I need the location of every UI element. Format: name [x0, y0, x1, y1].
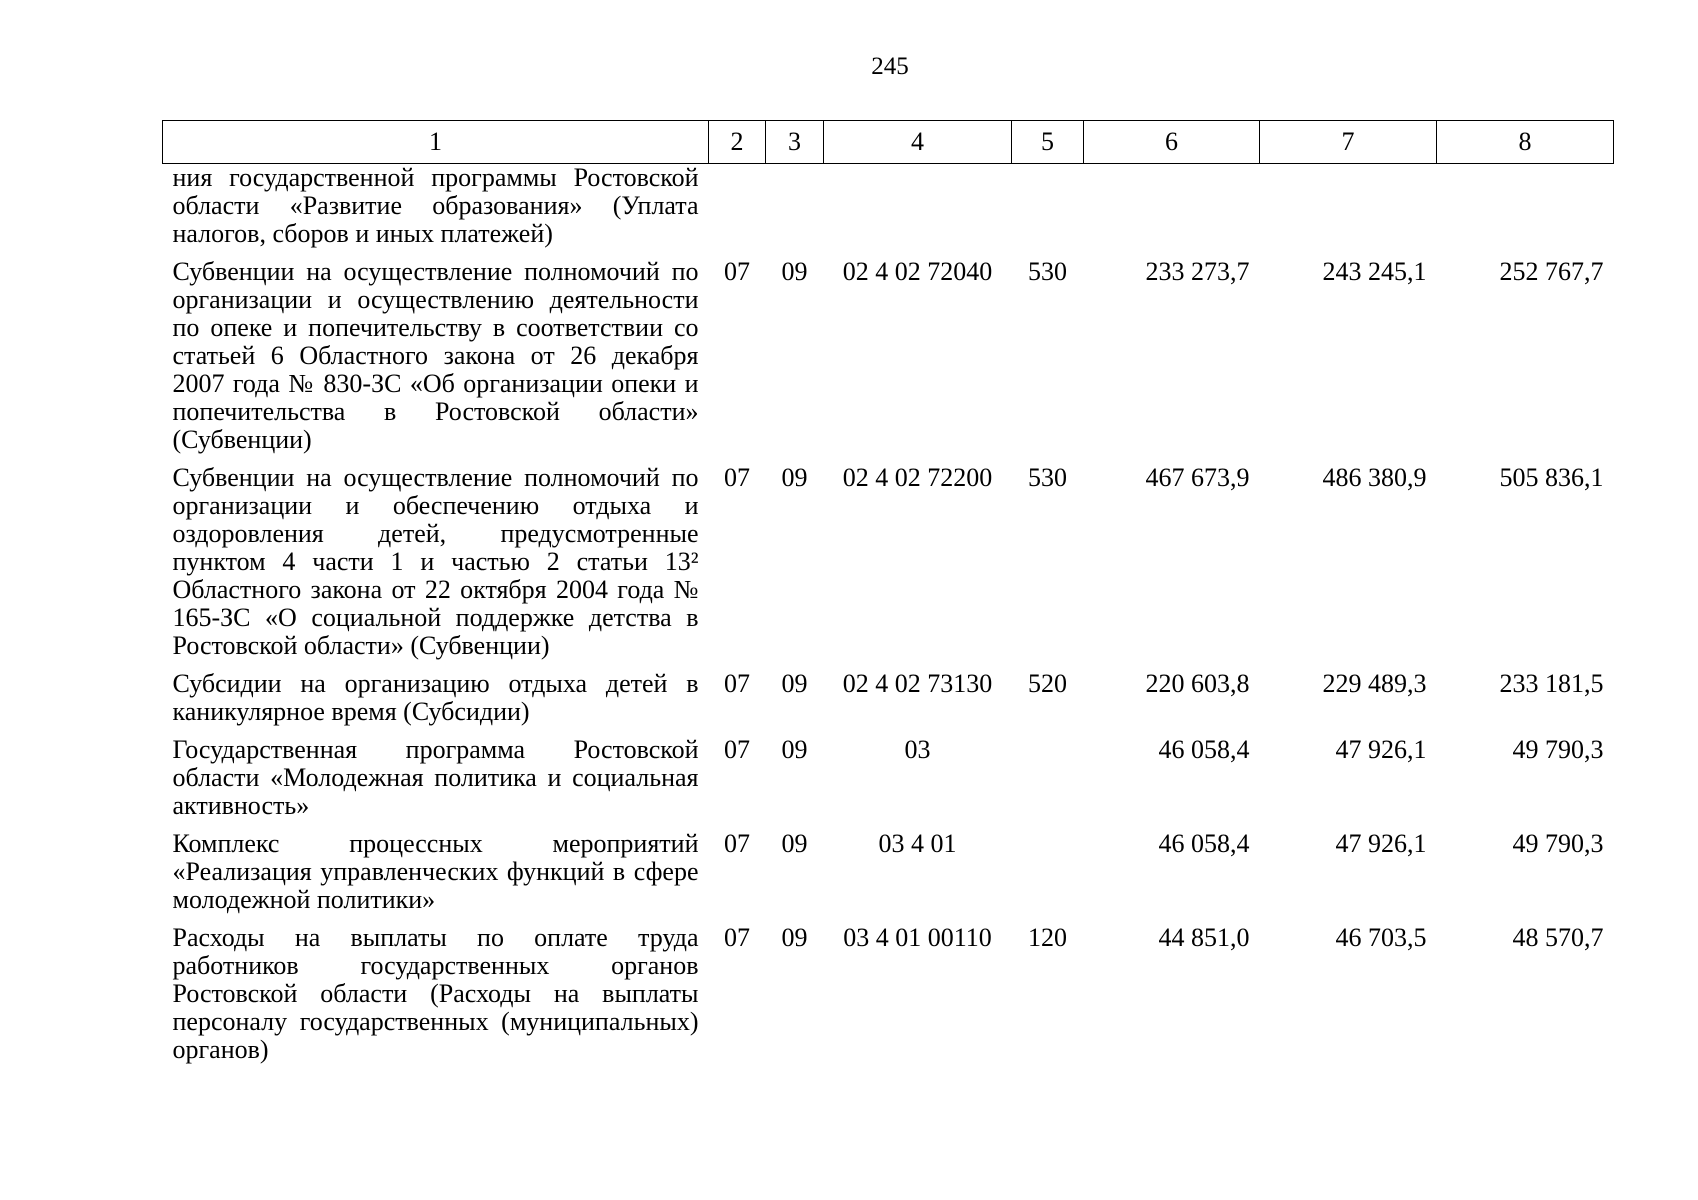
row-target-article: 03 4 01 — [878, 829, 957, 858]
row-amount-col-8 — [1437, 164, 1614, 259]
row-amount-col-8: 505 836,1 — [1499, 463, 1604, 492]
row-subsection-code: 09 — [781, 463, 808, 492]
table-row — [163, 670, 1614, 736]
row-amount-col-7: 47 926,1 — [1335, 735, 1427, 764]
row-subsection-code: 09 — [781, 669, 808, 698]
row-amount-col-6: 46 058,4 — [1158, 735, 1250, 764]
header-col-2: 2 — [709, 121, 766, 164]
row-description: ния государственной программы Ростовской области «Развитие образования» (Уплата налогов, сборов и иных платежей) — [172, 163, 699, 248]
row-target-article: 03 4 01 00110 — [843, 923, 992, 952]
table-row — [163, 464, 1614, 670]
header-col-3: 3 — [766, 121, 824, 164]
row-target-article: 03 — [904, 735, 931, 764]
row-subsection-code: 09 — [781, 923, 808, 952]
row-subsection-code — [766, 164, 824, 259]
row-amount-col-6: 233 273,7 — [1145, 257, 1250, 286]
table-row — [163, 924, 1614, 1074]
row-target-article: 02 4 02 72200 — [842, 463, 993, 492]
table-header-row — [163, 121, 1614, 164]
row-subsection-code: 09 — [781, 735, 808, 764]
row-amount-col-8: 49 790,3 — [1512, 829, 1604, 858]
row-expense-type: 520 — [1028, 669, 1067, 698]
row-target-article: 02 4 02 72040 — [842, 257, 993, 286]
header-col-8: 8 — [1437, 121, 1614, 164]
row-amount-col-8: 48 570,7 — [1512, 923, 1604, 952]
row-expense-type — [1012, 164, 1084, 259]
row-amount-col-7: 229 489,3 — [1322, 669, 1427, 698]
table-body — [163, 164, 1614, 1075]
row-amount-col-6: 220 603,8 — [1145, 669, 1250, 698]
header-col-6: 6 — [1084, 121, 1260, 164]
table-row — [163, 164, 1614, 259]
row-amount-col-6: 44 851,0 — [1158, 923, 1250, 952]
page-number: 245 — [871, 53, 909, 80]
row-expense-type: 530 — [1028, 463, 1067, 492]
row-description: Субсидии на организацию отдыха детей в каникулярное время (Субсидии) — [172, 669, 699, 726]
budget-table — [162, 120, 1614, 1074]
row-target-article — [824, 164, 1012, 259]
table-row — [163, 258, 1614, 464]
row-amount-col-8: 49 790,3 — [1512, 735, 1604, 764]
row-amount-col-7: 486 380,9 — [1322, 463, 1427, 492]
row-amount-col-6: 46 058,4 — [1158, 829, 1250, 858]
row-expense-type: 530 — [1028, 257, 1067, 286]
row-expense-type — [1012, 736, 1084, 830]
header-col-1: 1 — [163, 121, 709, 164]
row-section-code — [709, 164, 766, 259]
row-section-code: 07 — [724, 257, 750, 286]
row-section-code: 07 — [724, 923, 750, 952]
table-row — [163, 736, 1614, 830]
table-row — [163, 830, 1614, 924]
header-col-4: 4 — [824, 121, 1012, 164]
row-subsection-code: 09 — [781, 257, 808, 286]
header-col-5: 5 — [1012, 121, 1084, 164]
row-amount-col-8: 252 767,7 — [1499, 257, 1604, 286]
row-section-code: 07 — [724, 829, 750, 858]
row-amount-col-6: 467 673,9 — [1145, 463, 1250, 492]
row-amount-col-7: 243 245,1 — [1322, 257, 1427, 286]
row-description: Субвенции на осуществление полномочий по организации и осуществлению деятельности по опеке и попечительству в соответствии со статьей 6 Областного закона от 26 декабря 2007 года № 830-ЗС «Об организации опеки и попечительства в Ростовской области» (Субвенции) — [172, 257, 699, 454]
row-target-article: 02 4 02 73130 — [842, 669, 993, 698]
row-amount-col-8: 233 181,5 — [1499, 669, 1604, 698]
row-expense-type — [1012, 830, 1084, 924]
row-description: Субвенции на осуществление полномочий по организации и обеспечению отдыха и оздоровления детей, предусмотренные пунктом 4 части 1 и частью 2 статьи 13² Областного закона от 22 октября 2004 года № 165-ЗС «О социальной поддержке детства в Ростовской области» (Субвенции) — [172, 463, 699, 660]
row-subsection-code: 09 — [781, 829, 808, 858]
row-amount-col-7 — [1260, 164, 1437, 259]
row-amount-col-7: 47 926,1 — [1335, 829, 1427, 858]
row-section-code: 07 — [724, 735, 750, 764]
row-amount-col-6 — [1084, 164, 1260, 259]
row-description: Расходы на выплаты по оплате труда работников государственных органов Ростовской области (Расходы на выплаты персоналу государственных (муниципальных) органов) — [172, 923, 699, 1064]
row-amount-col-7: 46 703,5 — [1335, 923, 1427, 952]
row-description: Государственная программа Ростовской области «Молодежная политика и социальная активность» — [172, 735, 699, 820]
row-section-code: 07 — [724, 669, 750, 698]
row-expense-type: 120 — [1028, 923, 1067, 952]
row-section-code: 07 — [724, 463, 750, 492]
row-description: Комплекс процессных мероприятий «Реализация управленческих функций в сфере молодежной политики» — [172, 829, 699, 914]
header-col-7: 7 — [1260, 121, 1437, 164]
